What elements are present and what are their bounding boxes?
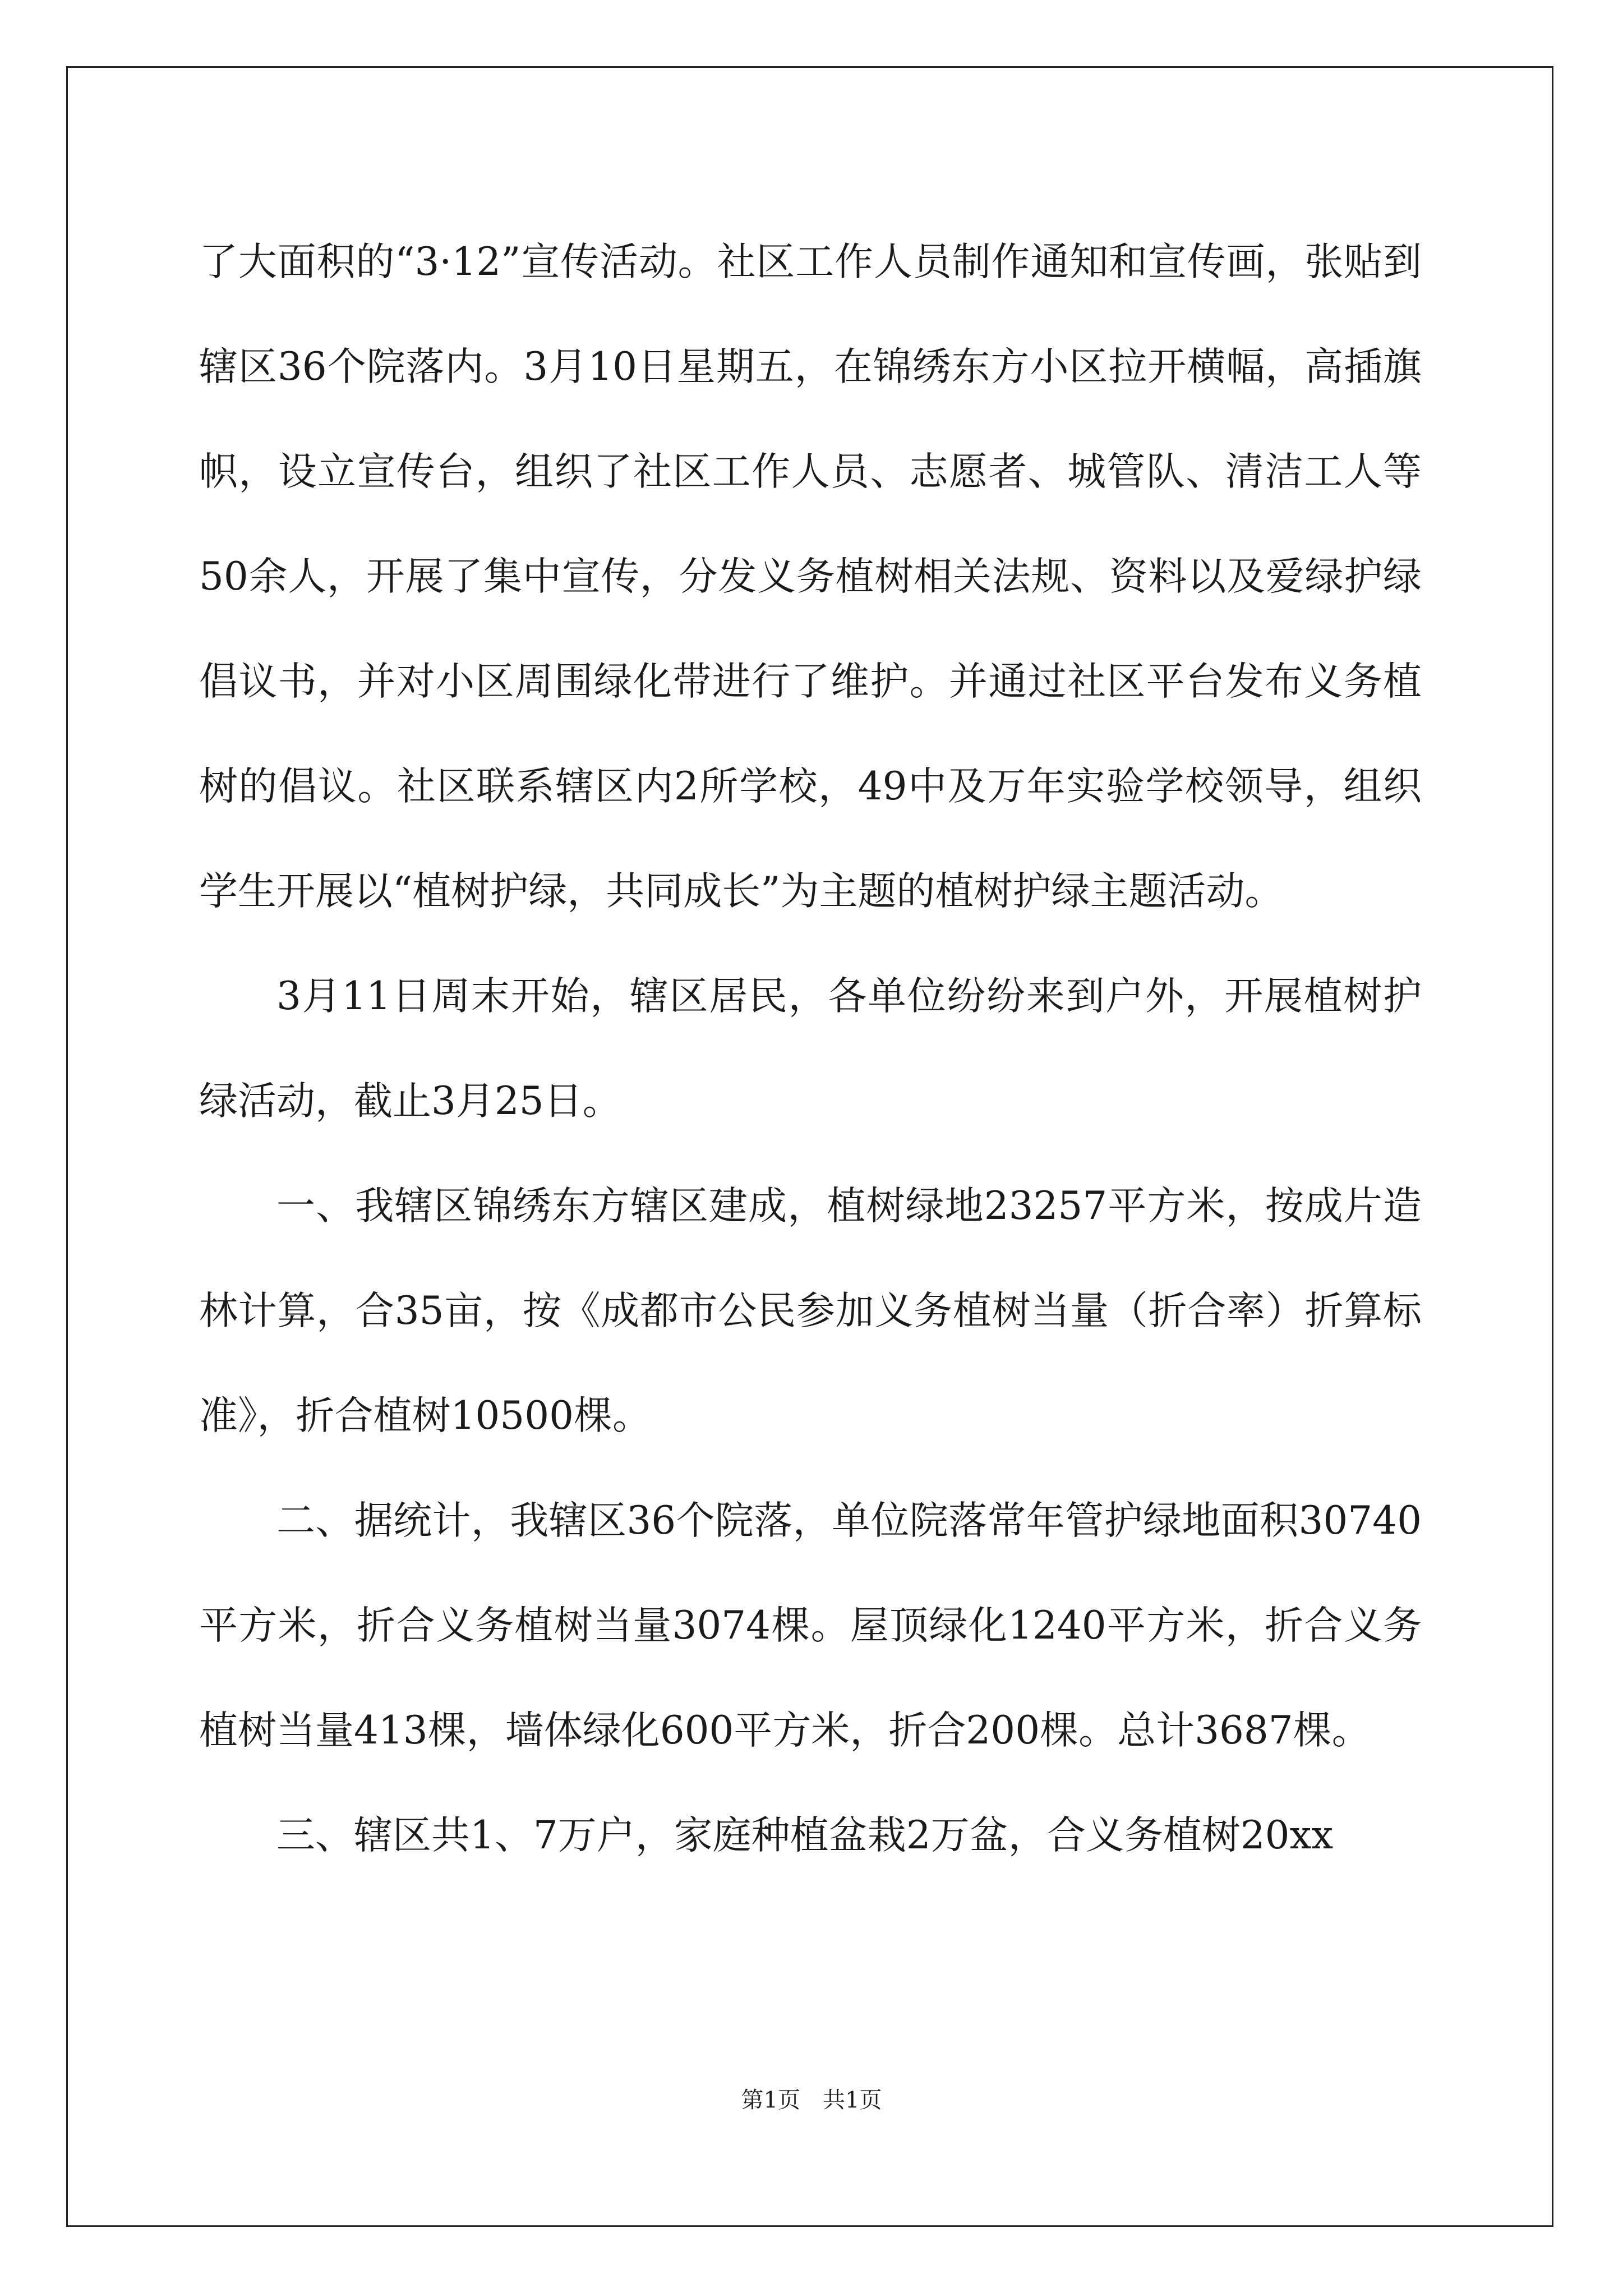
document-body (199, 210, 1422, 1888)
paragraph-2: 3月11日周末开始，辖区居民，各单位纷纷来到户外，开展植树护绿活动，截止3月25日。 (199, 974, 1422, 1124)
page-total: 共1页 (823, 2087, 882, 2113)
page-footer (0, 2082, 1623, 2114)
page-number: 第1页 (741, 2087, 800, 2113)
paragraph-5: 三、辖区共1、7万户，家庭种植盆栽2万盆，合义务植树20xx (276, 1813, 1334, 1858)
paragraph-3: 一、我辖区锦绣东方辖区建成，植树绿地23257平方米，按成片造林计算，合35亩，按《成都市公民参加义务植树当量（折合率）折算标准》，折合植树10500棵。 (199, 1184, 1422, 1438)
paragraph-1: 了大面积的“3·12”宣传活动。社区工作人员制作通知和宣传画，张贴到辖区36个院落内。3月10日星期五，在锦绣东方小区拉开横幅，高插旗帜，设立宣传台，组织了社区工作人员、志愿者、城管队、清洁工人等50余人，开展了集中宣传，分发义务植树相关法规、资料以及爱绿护绿倡议书，并对小区周围绿化带进行了维护。并通过社区平台发布义务植树的倡议。社区联系辖区内2所学校，49中及万年实验学校领导，组织学生开展以“植树护绿，共同成长”为主题的植树护绿主题活动。 (199, 240, 1422, 914)
paragraph-4: 二、据统计，我辖区36个院落，单位院落常年管护绿地面积30740平方米，折合义务植树当量3074棵。屋顶绿化1240平方米，折合义务植树当量413棵，墙体绿化600平方米，折合200棵。总计3687棵。 (199, 1498, 1422, 1753)
